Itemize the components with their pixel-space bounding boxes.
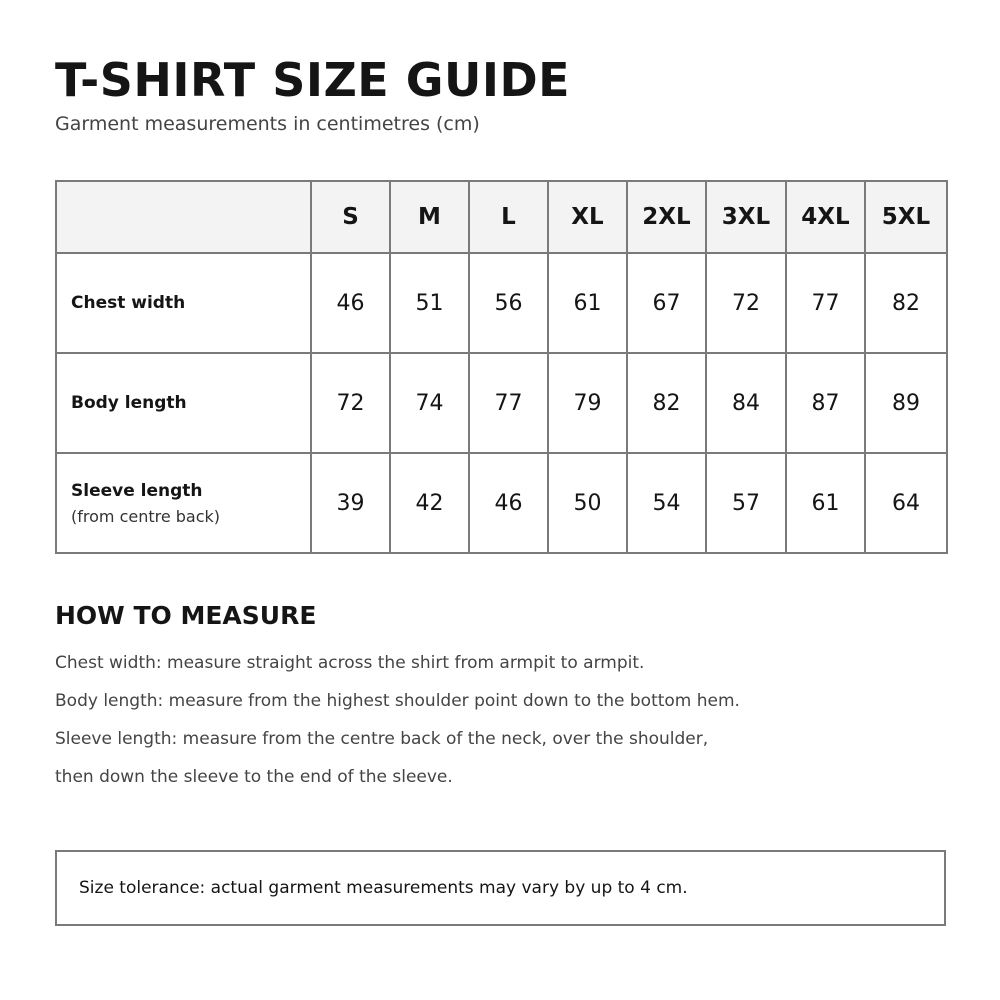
size-table xyxy=(55,180,948,554)
table-cell: 50 xyxy=(548,453,627,553)
size-header-3xl: 3XL xyxy=(706,181,786,253)
page-title: T-SHIRT SIZE GUIDE xyxy=(55,53,571,107)
table-cell: 89 xyxy=(865,353,947,453)
instruction-sleeve-length: Sleeve length: measure from the centre back of the neck, over the shoulder, xyxy=(55,729,709,749)
table-cell: 84 xyxy=(706,353,786,453)
table-cell: 51 xyxy=(390,253,469,353)
row-label: Chest width xyxy=(71,293,186,313)
table-row-chest-width xyxy=(56,253,947,353)
table-cell: 54 xyxy=(627,453,706,553)
size-header-4xl: 4XL xyxy=(786,181,865,253)
size-header-s: S xyxy=(311,181,390,253)
instruction-chest-width: Chest width: measure straight across the shirt from armpit to armpit. xyxy=(55,653,645,673)
row-sublabel: (from centre back) xyxy=(71,507,221,526)
table-cell: 74 xyxy=(390,353,469,453)
size-header-xl: XL xyxy=(548,181,627,253)
table-cell: 82 xyxy=(627,353,706,453)
table-cell: 79 xyxy=(548,353,627,453)
size-header-m: M xyxy=(390,181,469,253)
table-header-row xyxy=(56,181,947,253)
instruction-body-length: Body length: measure from the highest shoulder point down to the bottom hem. xyxy=(55,691,740,711)
table-cell: 82 xyxy=(865,253,947,353)
table-cell: 61 xyxy=(786,453,865,553)
header-corner-cell xyxy=(56,181,311,253)
table-cell: 77 xyxy=(469,353,548,453)
table-cell: 42 xyxy=(390,453,469,553)
table-row-body-length xyxy=(56,353,947,453)
table-cell: 67 xyxy=(627,253,706,353)
table-cell: 64 xyxy=(865,453,947,553)
table-cell: 87 xyxy=(786,353,865,453)
instruction-sleeve-length-continued: then down the sleeve to the end of the sleeve. xyxy=(55,767,453,787)
how-to-measure-heading: HOW TO MEASURE xyxy=(55,601,317,630)
row-label: Sleeve length xyxy=(71,481,203,501)
row-label-cell xyxy=(56,453,311,553)
tolerance-note-text: Size tolerance: actual garment measurements may vary by up to 4 cm. xyxy=(79,878,688,898)
table-cell: 72 xyxy=(706,253,786,353)
size-header-5xl: 5XL xyxy=(865,181,947,253)
row-label: Body length xyxy=(71,393,187,413)
table-cell: 56 xyxy=(469,253,548,353)
table-cell: 61 xyxy=(548,253,627,353)
table-row-sleeve-length xyxy=(56,453,947,553)
table-cell: 72 xyxy=(311,353,390,453)
row-label-cell xyxy=(56,353,311,453)
tolerance-note-box xyxy=(55,850,946,926)
table-cell: 77 xyxy=(786,253,865,353)
page-subtitle: Garment measurements in centimetres (cm) xyxy=(55,113,480,135)
table-cell: 46 xyxy=(469,453,548,553)
table-cell: 46 xyxy=(311,253,390,353)
size-header-l: L xyxy=(469,181,548,253)
table-cell: 39 xyxy=(311,453,390,553)
size-header-2xl: 2XL xyxy=(627,181,706,253)
table-cell: 57 xyxy=(706,453,786,553)
row-label-cell xyxy=(56,253,311,353)
